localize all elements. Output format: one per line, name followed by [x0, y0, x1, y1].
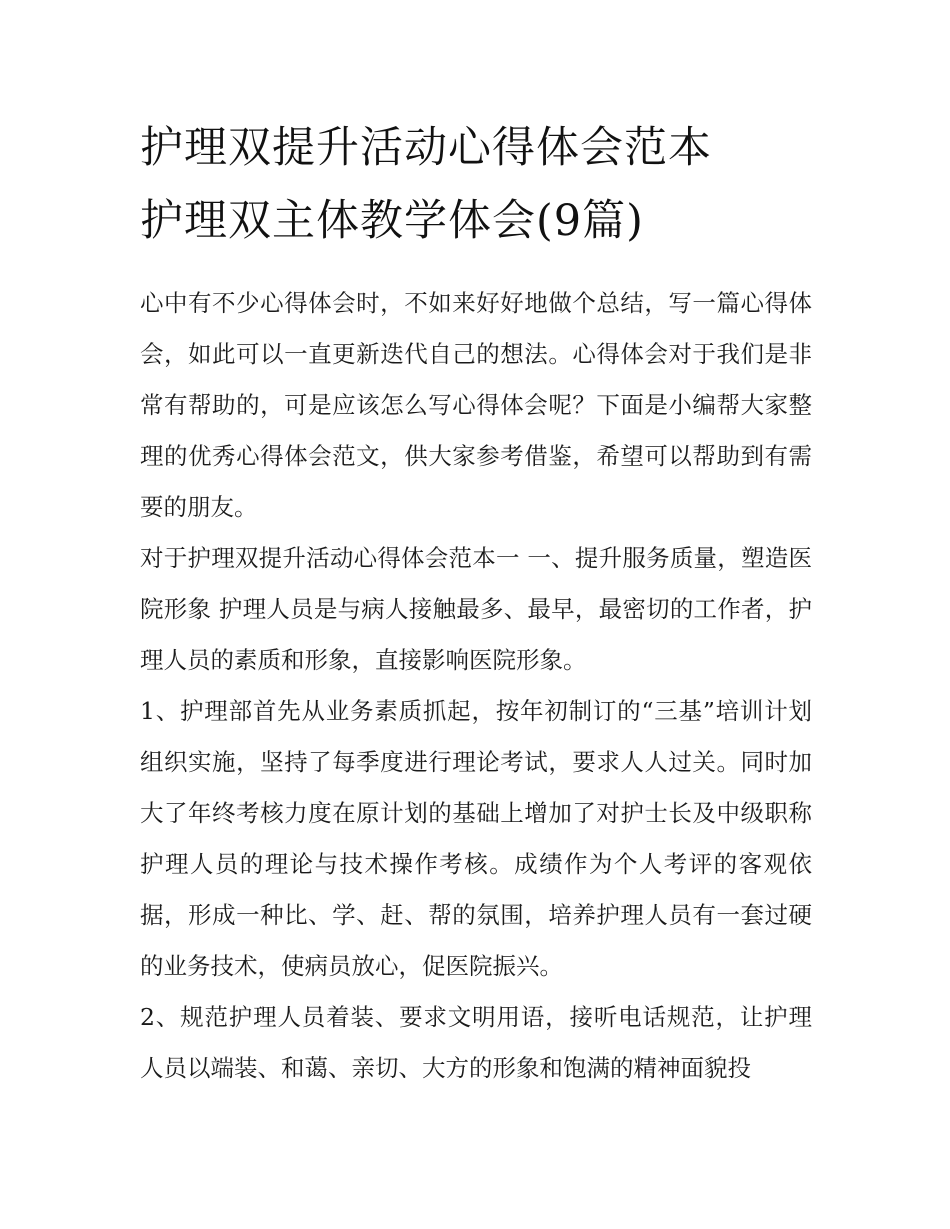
paragraph-item-2: 2、规范护理人员着装、要求文明用语，接听电话规范，让护理人员以端装、和蔼、亲切、大方的形象和饱满的精神面貌投: [140, 1003, 812, 1082]
document-body: [140, 112, 812, 1094]
title-line-1: 护理双提升活动心得体会范本: [140, 123, 712, 173]
document-title: [140, 112, 812, 258]
paragraph-section-1: 对于护理双提升活动心得体会范本一 一、提升服务质量，塑造医院形象 护理人员是与病人接触最多、最早，最密切的工作者，护理人员的素质和形象，直接影响医院形象。: [140, 544, 812, 674]
paragraph-intro: 心中有不少心得体会时，不如来好好地做个总结，写一篇心得体会，如此可以一直更新迭代自己的想法。心得体会对于我们是非常有帮助的，可是应该怎么写心得体会呢？下面是小编帮大家整理的优秀心得体会范文，供大家参考借鉴，希望可以帮助到有需要的朋友。: [140, 289, 812, 521]
paragraph-item-1: 1、护理部首先从业务素质抓起，按年初制订的“三基”培训计划组织实施，坚持了每季度进行理论考试，要求人人过关。同时加大了年终考核力度在原计划的基础上增加了对护士长及中级职称护理人员的理论与技术操作考核。成绩作为个人考评的客观依据，形成一种比、学、赶、帮的氛围，培养护理人员有一套过硬的业务技术，使病员放心，促医院振兴。: [140, 697, 812, 980]
title-line-2: 护理双主体教学体会(9篇): [140, 196, 644, 246]
